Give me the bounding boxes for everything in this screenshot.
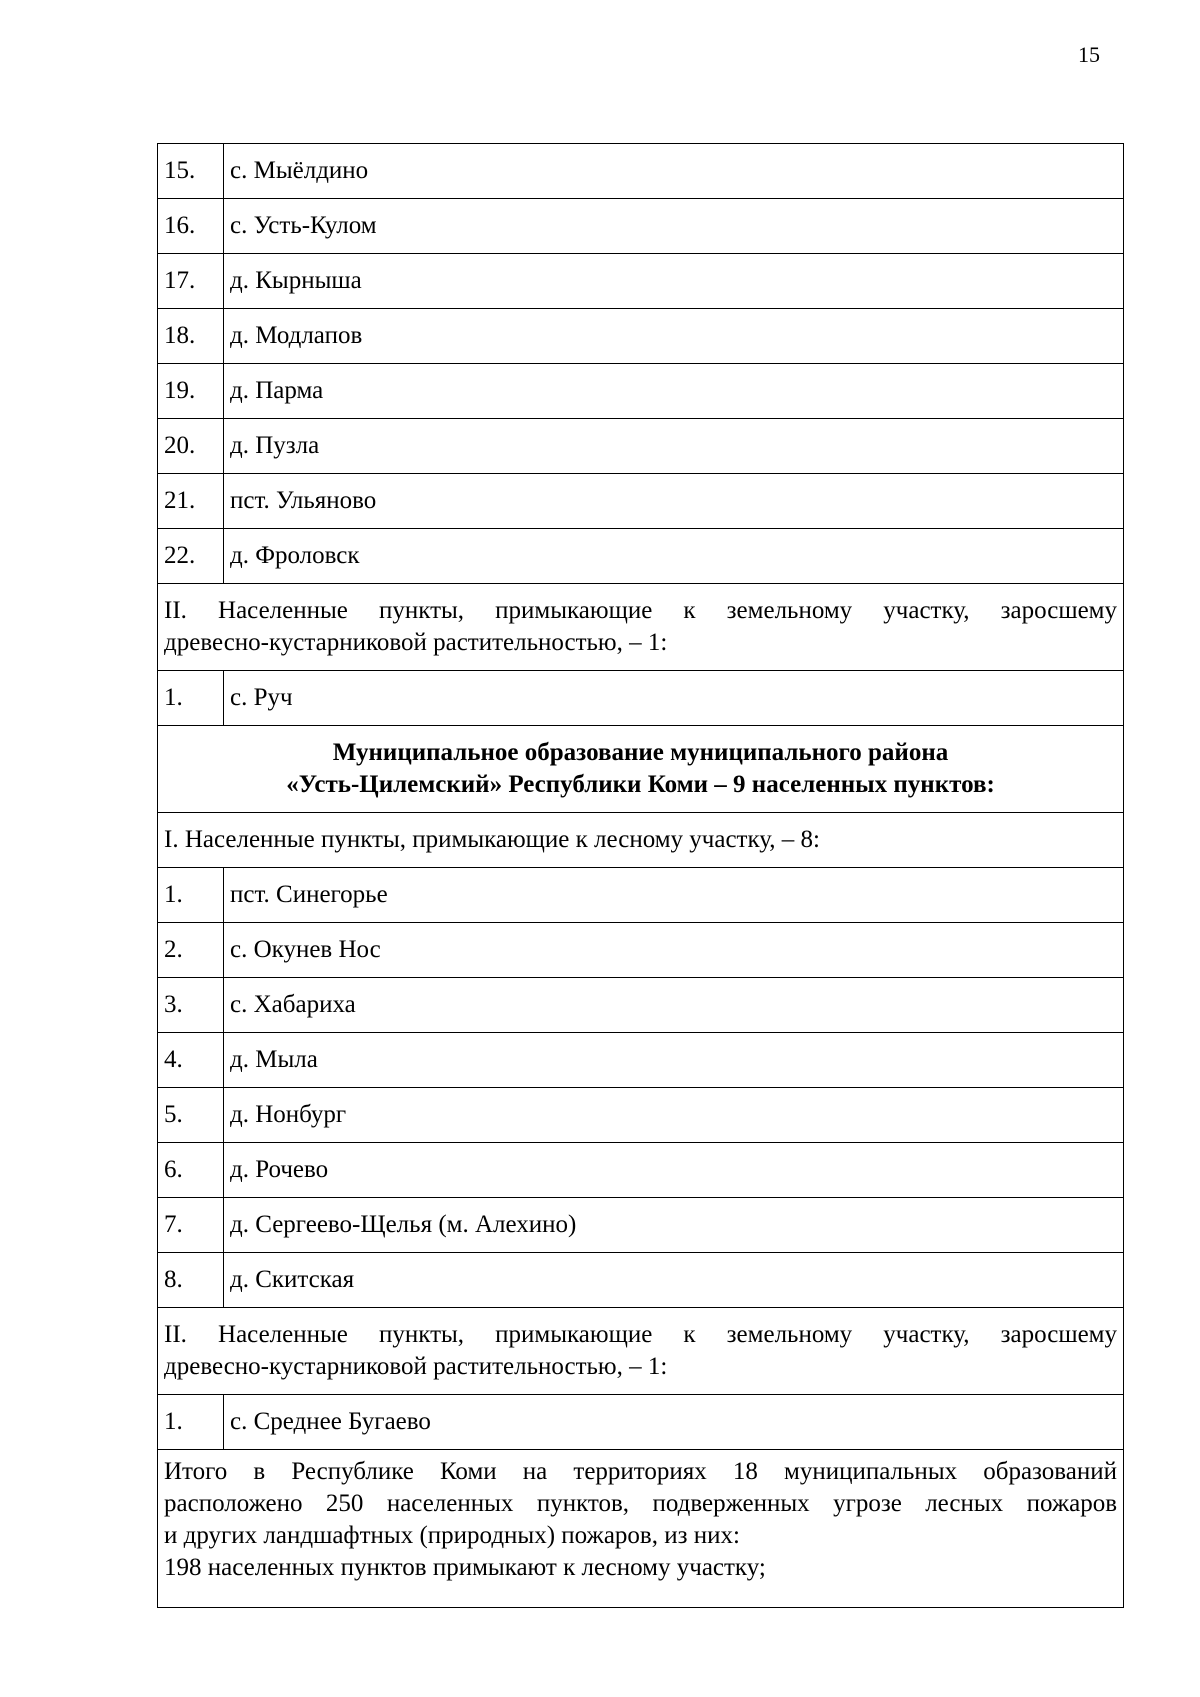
- settlement-name: пст. Ульяново: [224, 474, 1124, 529]
- row-number: 8.: [158, 1253, 224, 1308]
- settlement-name: пст. Синегорье: [224, 868, 1124, 923]
- section-header: [158, 1308, 1124, 1395]
- summary-line: и других ландшафтных (природных) пожаров, из них:: [164, 1522, 740, 1549]
- table-row: [158, 1198, 1124, 1253]
- row-number: 4.: [158, 1033, 224, 1088]
- table-row: [158, 1395, 1124, 1450]
- section-header-line: II. Населенные пункты, примыкающие к земельному участку, заросшему: [164, 1321, 1117, 1348]
- row-number: 18.: [158, 309, 224, 364]
- section-header-line: древесно-кустарниковой растительностью, – 1:: [164, 629, 668, 656]
- settlement-name: с. Усть-Кулом: [224, 199, 1124, 254]
- settlement-name: д. Рочево: [224, 1143, 1124, 1198]
- row-number: 22.: [158, 529, 224, 584]
- row-number: 21.: [158, 474, 224, 529]
- row-number: 1.: [158, 868, 224, 923]
- row-number: 2.: [158, 923, 224, 978]
- table-row: [158, 671, 1124, 726]
- row-number: 5.: [158, 1088, 224, 1143]
- section-header-row: [158, 584, 1124, 671]
- table-row: [158, 364, 1124, 419]
- section-header: I. Населенные пункты, примыкающие к лесному участку, – 8:: [158, 813, 1124, 868]
- table-row: [158, 868, 1124, 923]
- settlement-name: д. Модлапов: [224, 309, 1124, 364]
- table-row: [158, 1253, 1124, 1308]
- summary-line: Итого в Республике Коми на территориях 18 муниципальных образований: [164, 1458, 1117, 1485]
- row-number: 17.: [158, 254, 224, 309]
- table-row: [158, 419, 1124, 474]
- table-row: [158, 978, 1124, 1033]
- settlement-name: с. Мыёлдино: [224, 144, 1124, 199]
- settlement-name: с. Руч: [224, 671, 1124, 726]
- settlement-name: д. Фроловск: [224, 529, 1124, 584]
- table-row: [158, 254, 1124, 309]
- table-row: [158, 474, 1124, 529]
- table-row: [158, 309, 1124, 364]
- municipality-heading-line: «Усть-Цилемский» Республики Коми – 9 населенных пунктов:: [286, 771, 995, 798]
- row-number: 7.: [158, 1198, 224, 1253]
- municipality-heading-line: Муниципальное образование муниципального района: [332, 739, 949, 766]
- row-number: 19.: [158, 364, 224, 419]
- settlement-name: с. Окунев Нос: [224, 923, 1124, 978]
- section-header-row: [158, 813, 1124, 868]
- summary-text: [158, 1450, 1124, 1608]
- settlement-name: д. Пузла: [224, 419, 1124, 474]
- settlement-name: д. Скитская: [224, 1253, 1124, 1308]
- row-number: 16.: [158, 199, 224, 254]
- table-row: [158, 199, 1124, 254]
- page-number: 15: [1078, 42, 1100, 67]
- settlement-name: д. Сергеево-Щелья (м. Алехино): [224, 1198, 1124, 1253]
- row-number: 15.: [158, 144, 224, 199]
- table-row: [158, 1088, 1124, 1143]
- row-number: 6.: [158, 1143, 224, 1198]
- row-number: 1.: [158, 1395, 224, 1450]
- settlement-name: д. Нонбург: [224, 1088, 1124, 1143]
- municipality-heading-row: [158, 726, 1124, 813]
- section-header-line: II. Населенные пункты, примыкающие к земельному участку, заросшему: [164, 597, 1117, 624]
- table-row: [158, 529, 1124, 584]
- summary-line: расположено 250 населенных пунктов, подверженных угрозе лесных пожаров: [164, 1490, 1117, 1517]
- summary-line: 198 населенных пунктов примыкают к лесному участку;: [164, 1554, 766, 1581]
- settlement-name: д. Парма: [224, 364, 1124, 419]
- table-row: [158, 1143, 1124, 1198]
- settlement-name: с. Среднее Бугаево: [224, 1395, 1124, 1450]
- section-header-row: [158, 1308, 1124, 1395]
- table-row: [158, 144, 1124, 199]
- summary-row: [158, 1450, 1124, 1608]
- section-header-line: древесно-кустарниковой растительностью, – 1:: [164, 1353, 668, 1380]
- settlements-table: [157, 143, 1124, 1608]
- table-row: [158, 1033, 1124, 1088]
- settlement-name: д. Кырныша: [224, 254, 1124, 309]
- row-number: 3.: [158, 978, 224, 1033]
- settlement-name: с. Хабариха: [224, 978, 1124, 1033]
- table-row: [158, 923, 1124, 978]
- row-number: 20.: [158, 419, 224, 474]
- settlement-name: д. Мыла: [224, 1033, 1124, 1088]
- row-number: 1.: [158, 671, 224, 726]
- municipality-heading: [158, 726, 1124, 813]
- section-header: [158, 584, 1124, 671]
